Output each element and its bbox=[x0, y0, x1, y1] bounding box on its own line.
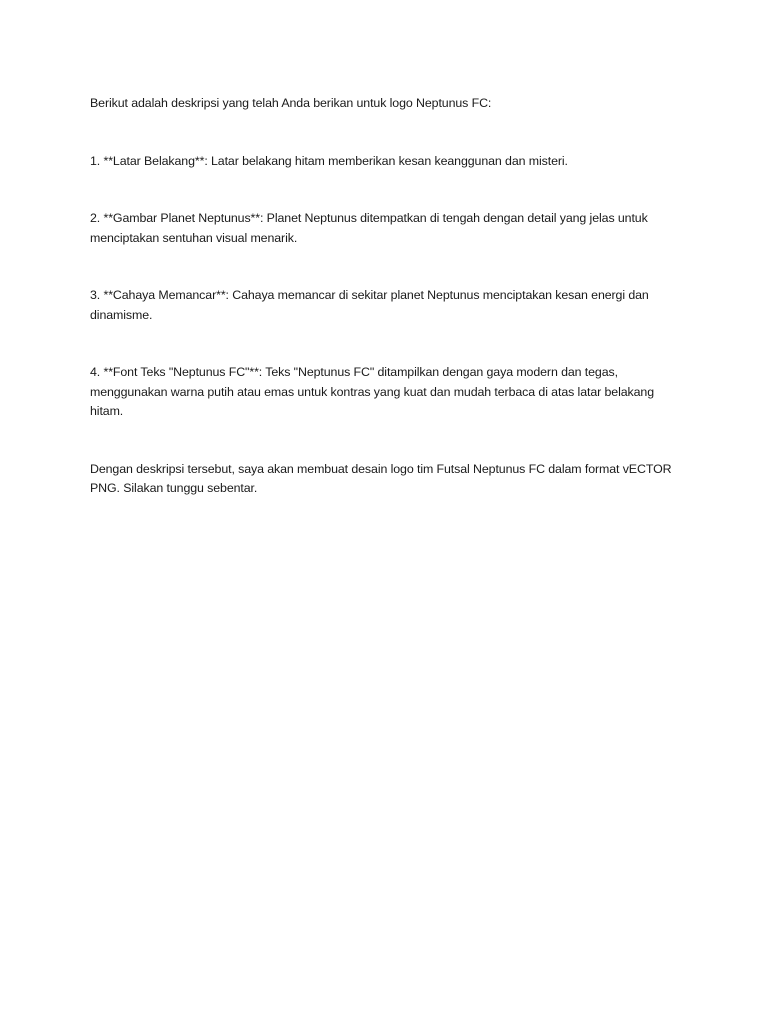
list-item-radiant-light: 3. **Cahaya Memancar**: Cahaya memancar di sekitar planet Neptunus menciptakan kesan energi dan dinamisme. bbox=[90, 288, 649, 322]
closing-paragraph: Dengan deskripsi tersebut, saya akan membuat desain logo tim Futsal Neptunus FC dalam format vECTOR PNG. Silakan tunggu sebentar. bbox=[90, 461, 672, 495]
intro-paragraph: Berikut adalah deskripsi yang telah Anda berikan untuk logo Neptunus FC: bbox=[90, 96, 492, 110]
list-item-background: 1. **Latar Belakang**: Latar belakang hitam memberikan kesan keanggunan dan misteri. bbox=[90, 153, 568, 168]
document-body bbox=[90, 94, 690, 499]
list-item-text-font: 4. **Font Teks "Neptunus FC"**: Teks "Neptunus FC" ditampilkan dengan gaya modern dan tegas, menggunakan warna putih atau emas untuk kontras yang kuat dan mudah terbaca di atas latar belakang hitam. bbox=[90, 365, 654, 418]
list-item-planet-image: 2. **Gambar Planet Neptunus**: Planet Neptunus ditempatkan di tengah dengan detail yang jelas untuk menciptakan sentuhan visual menarik. bbox=[90, 211, 648, 245]
